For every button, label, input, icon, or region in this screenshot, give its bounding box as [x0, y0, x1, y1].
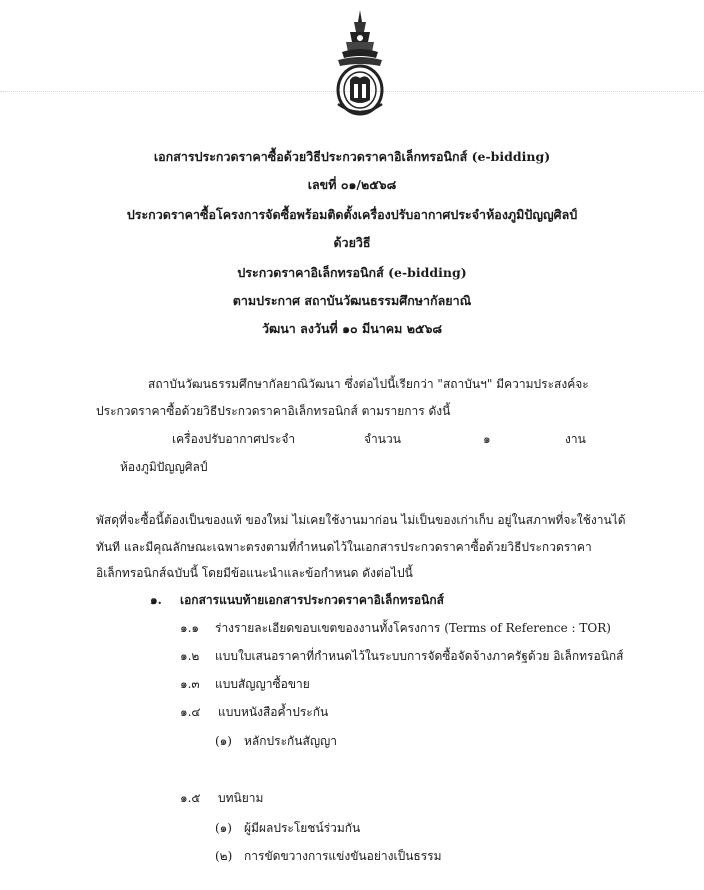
- sub-1-5-2-text: การขัดขวางการแข่งขันอย่างเป็นธรรม: [244, 849, 442, 863]
- item-1-4-number: ๑.๔: [180, 705, 201, 719]
- item-qty: ๑: [483, 432, 491, 446]
- intro-line-2: ประกวดราคาซื้อด้วยวิธีประกวดราคาอิเล็กทรอนิกส์ ตามรายการ ดังนี้: [96, 404, 451, 418]
- item-qty-label: จำนวน: [364, 432, 401, 446]
- item-location: ห้องภูมิปัญญศิลป์: [120, 460, 208, 474]
- item-1-5-number: ๑.๕: [180, 791, 201, 805]
- item-1-5-text: บทนิยาม: [218, 791, 264, 805]
- method-label: ด้วยวิธี: [333, 235, 371, 250]
- sub-1-4-1-text: หลักประกันสัญญา: [244, 734, 338, 748]
- item-1-3-text: แบบสัญญาซื้อขาย: [215, 677, 310, 691]
- item-unit: งาน: [565, 432, 586, 446]
- section-1-title: เอกสารแนบท้ายเอกสารประกวดราคาอิเล็กทรอนิกส์: [180, 593, 444, 607]
- institute-emblem-icon: [334, 8, 386, 118]
- item-1-1-number: ๑.๑: [180, 621, 200, 635]
- item-1-3-number: ๑.๓: [180, 677, 200, 691]
- item-1-4-text: แบบหนังสือค้ำประกัน: [218, 705, 329, 719]
- announcement-date: วัฒนา ลงวันที่ ๑๐ มีนาคม ๒๕๖๘: [261, 321, 443, 336]
- item-1-2-text: แบบใบเสนอราคาที่กำหนดไว้ในระบบการจัดซื้อจัดจ้างภาครัฐด้วย อิเล็กทรอนิกส์: [215, 649, 624, 663]
- project-title: ประกวดราคาซื้อโครงการจัดซื้อพร้อมติดตั้งเครื่องปรับอากาศประจำห้องภูมิปัญญศิลป์: [126, 207, 578, 222]
- item-1-1-text: ร่างรายละเอียดขอบเขตของงานทั้งโครงการ (Terms of Reference : TOR): [215, 621, 611, 635]
- sub-1-5-1-number: (๑): [215, 821, 232, 835]
- section-1-number: ๑.: [150, 593, 162, 607]
- document-title: เอกสารประกวดราคาซื้อด้วยวิธีประกวดราคาอิเล็กทรอนิกส์ (e-bidding): [153, 149, 551, 164]
- sub-1-5-2-number: (๒): [215, 849, 233, 863]
- document-number: เลขที่ ๐๑/๒๕๖๘: [307, 177, 397, 192]
- item-name: เครื่องปรับอากาศประจำ: [172, 432, 296, 446]
- conditions-line-1: พัสดุที่จะซื้อนี้ต้องเป็นของแท้ ของใหม่ ไม่เคยใช้งานมาก่อน ไม่เป็นของเก่าเก็บ อยู่ในสภาพที่จะใช้งานได้: [96, 513, 626, 527]
- item-1-2-number: ๑.๒: [180, 649, 200, 663]
- sub-1-4-1-number: (๑): [215, 734, 232, 748]
- announcement-by: ตามประกาศ สถาบันวัฒนธรรมศึกษากัลยาณิ: [232, 293, 472, 308]
- intro-line-1: สถาบันวัฒนธรรมศึกษากัลยาณิวัฒนา ซึ่งต่อไปนี้เรียกว่า "สถาบันฯ" มีความประสงค์จะ: [148, 377, 589, 391]
- method-name: ประกวดราคาอิเล็กทรอนิกส์ (e-bidding): [237, 265, 467, 280]
- conditions-line-2: ทันที และมีคุณลักษณะเฉพาะตรงตามที่กำหนดไว้ในเอกสารประกวดราคาซื้อด้วยวิธีประกวดราคา: [96, 540, 592, 554]
- sub-1-5-1-text: ผู้มีผลประโยชน์ร่วมกัน: [244, 821, 361, 835]
- conditions-line-3: อิเล็กทรอนิกส์ฉบับนี้ โดยมีข้อแนะนำและข้อกำหนด ดังต่อไปนี้: [96, 566, 413, 580]
